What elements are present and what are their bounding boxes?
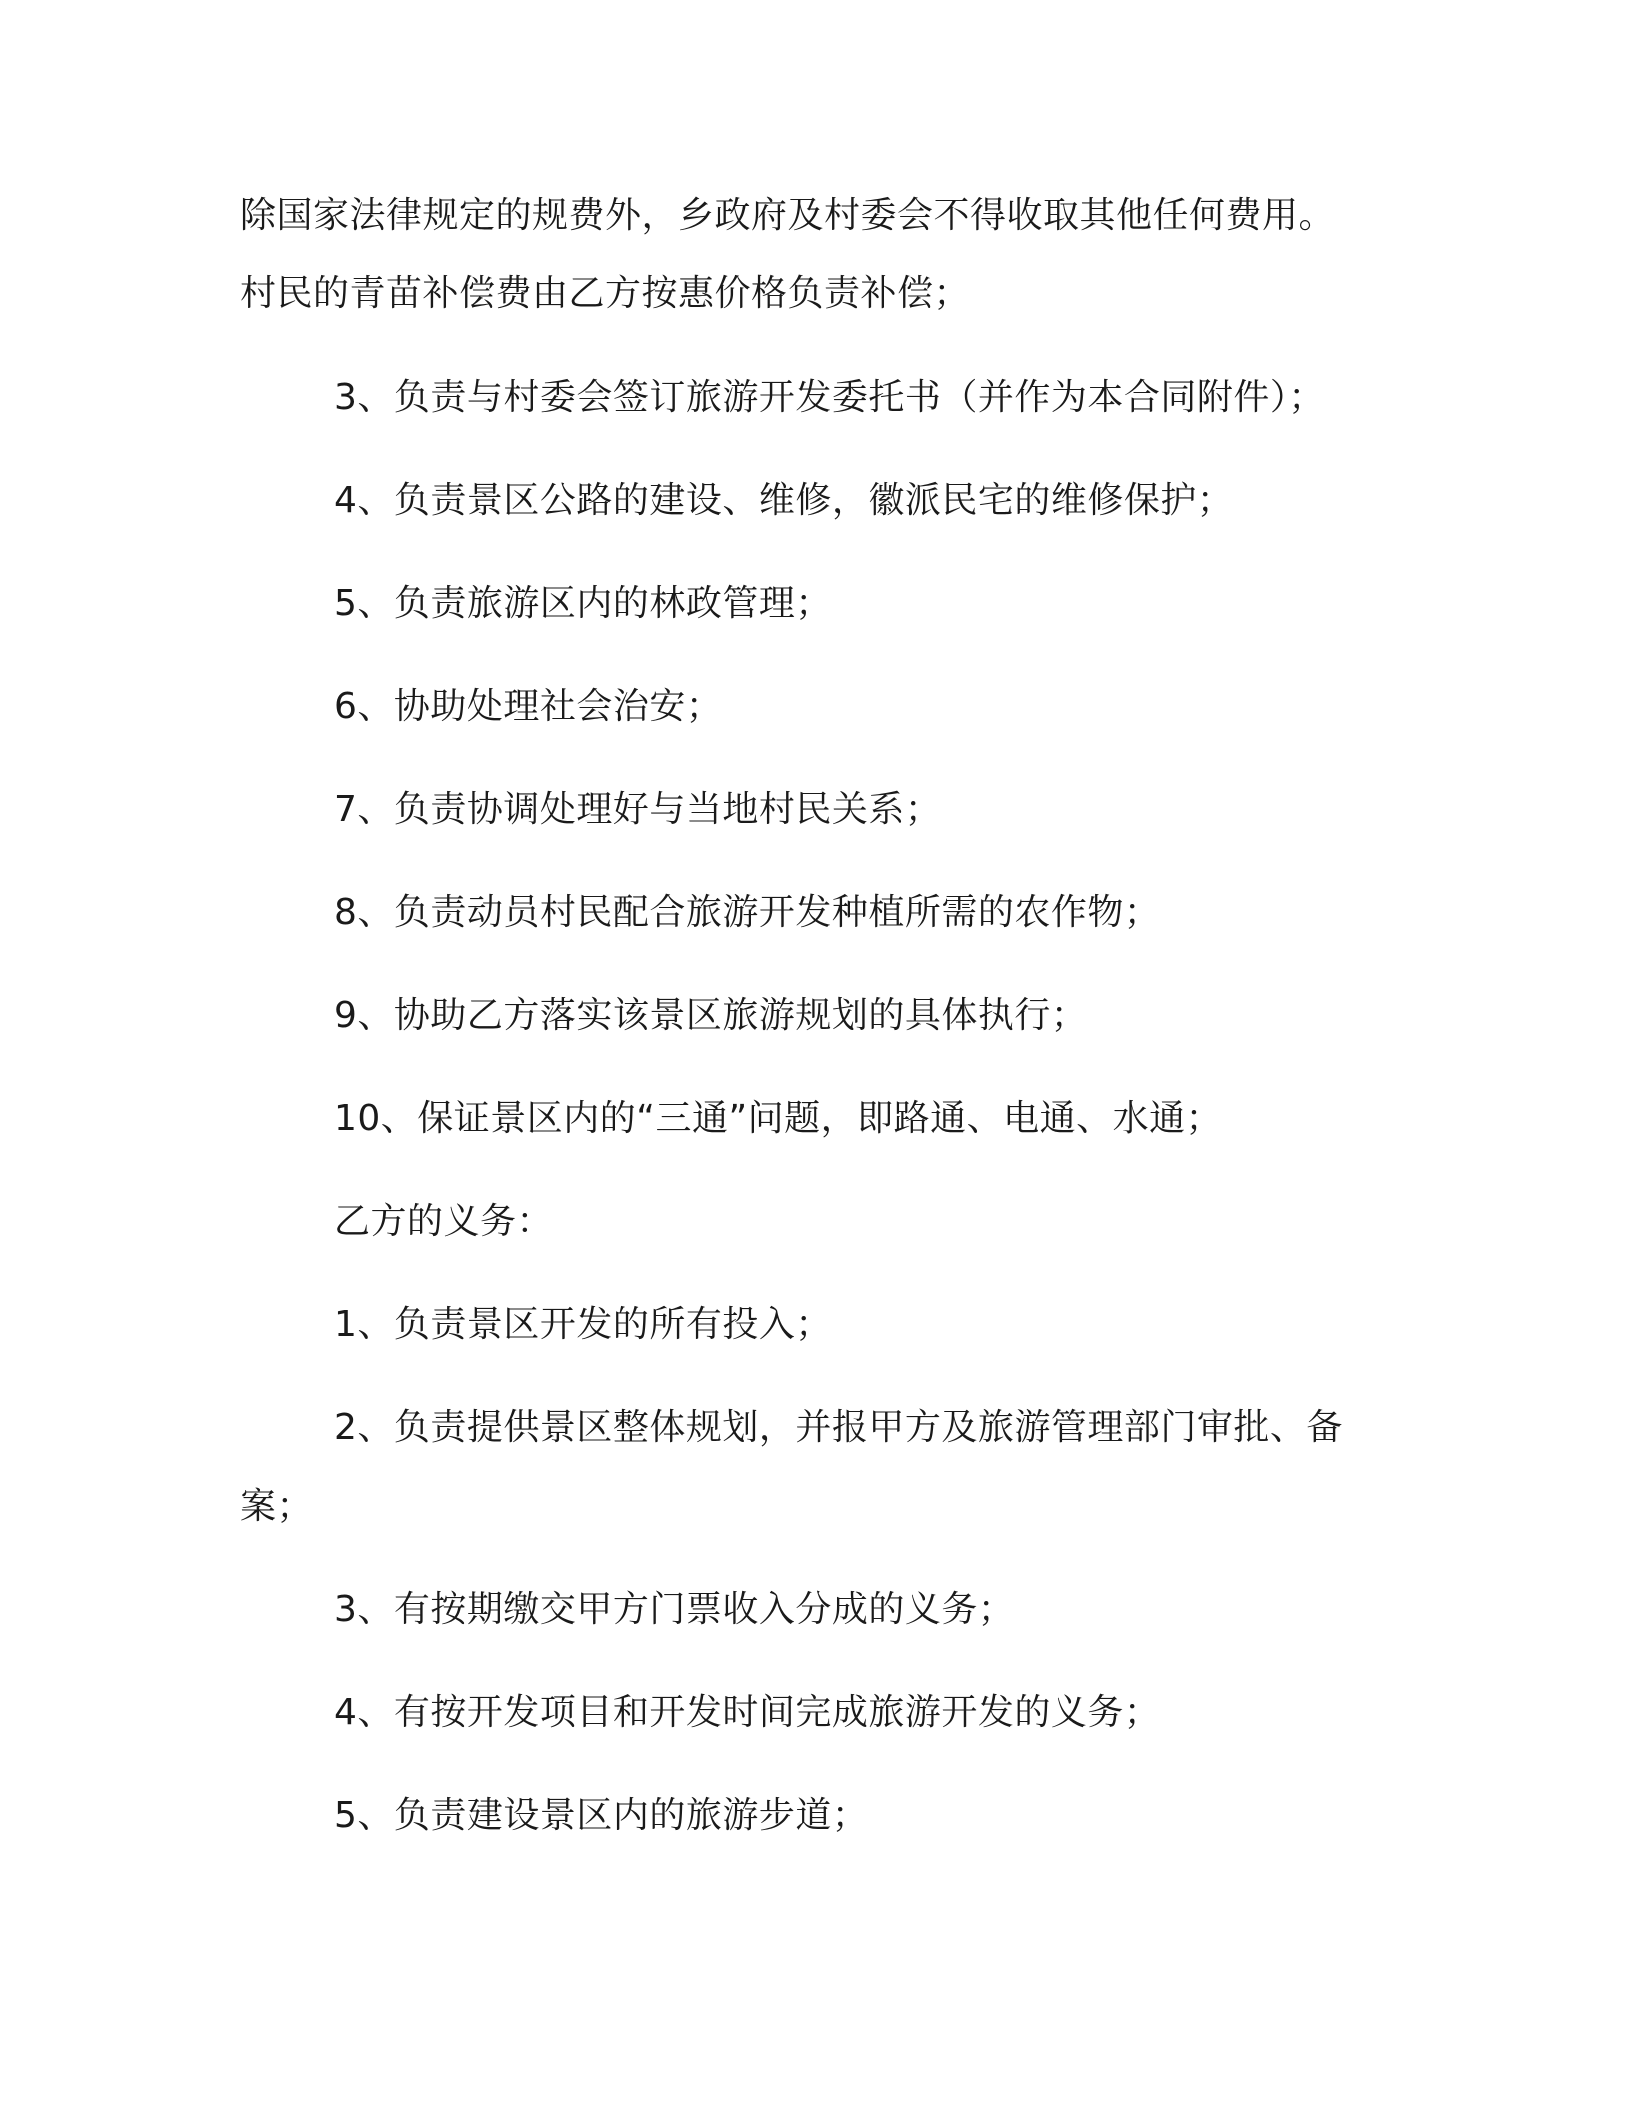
list-item: 4、负责景区公路的建设、维修，徽派民宅的维修保护；: [334, 480, 1234, 521]
paragraph-line: 除国家法律规定的规费外，乡政府及村委会不得收取其他任何费用。: [240, 195, 1336, 236]
paragraph-line: 村民的青苗补偿费由乙方按惠价格负责补偿；: [240, 273, 971, 314]
section-heading: 乙方的义务：: [334, 1201, 554, 1242]
list-item: 3、负责与村委会签订旅游开发委托书（并作为本合同附件）；: [334, 377, 1325, 418]
list-item: 4、有按开发项目和开发时间完成旅游开发的义务；: [334, 1692, 1161, 1733]
list-item-continuation: 案；: [240, 1486, 314, 1527]
list-item: 10、保证景区内的“三通”问题，即路通、电通、水通；: [334, 1098, 1223, 1139]
list-item: 5、负责建设景区内的旅游步道；: [334, 1795, 869, 1836]
list-item: 2、负责提供景区整体规划，并报甲方及旅游管理部门审批、备: [334, 1407, 1343, 1448]
list-item: 7、负责协调处理好与当地村民关系；: [334, 789, 942, 830]
list-item: 1、负责景区开发的所有投入；: [334, 1304, 832, 1345]
list-item: 3、有按期缴交甲方门票收入分成的义务；: [334, 1589, 1015, 1630]
list-item: 6、协助处理社会治安；: [334, 686, 723, 727]
list-item: 8、负责动员村民配合旅游开发种植所需的农作物；: [334, 892, 1161, 933]
list-item: 9、协助乙方落实该景区旅游规划的具体执行；: [334, 995, 1088, 1036]
list-item: 5、负责旅游区内的林政管理；: [334, 583, 832, 624]
